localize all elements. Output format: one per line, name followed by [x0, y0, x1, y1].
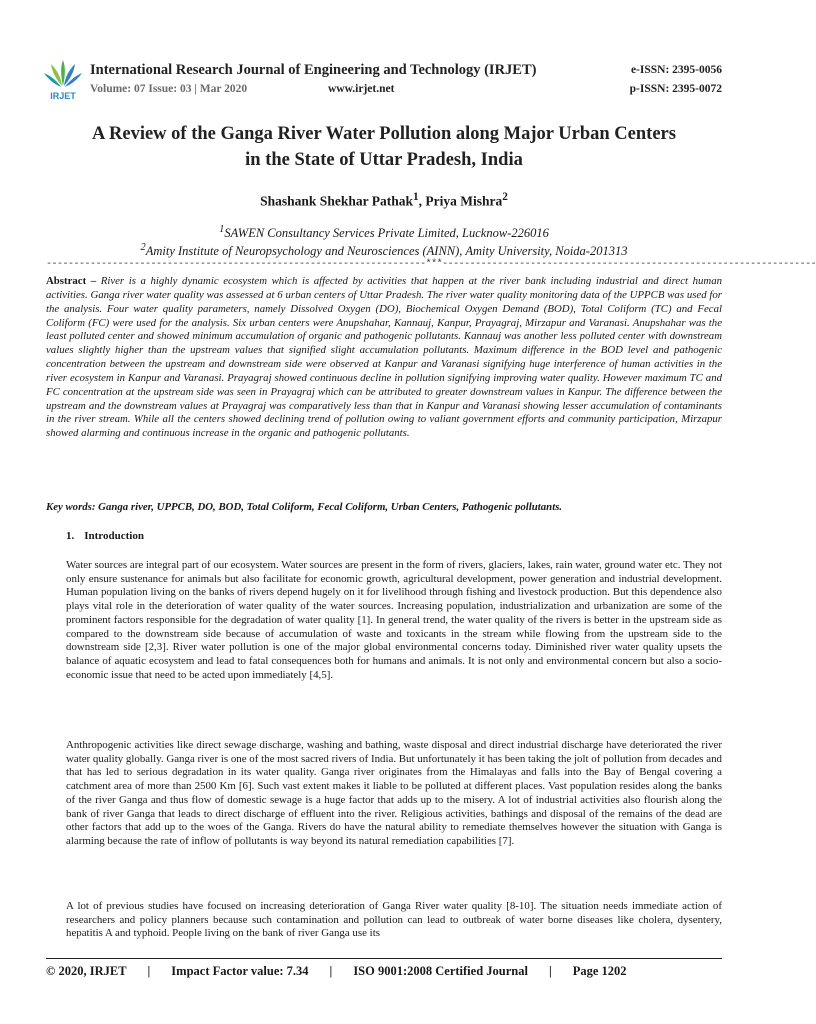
- abstract: [46, 275, 722, 441]
- section-divider: ---------------------------------------------------------------------***--------------------------------------------------------------------: [46, 259, 816, 270]
- body-paragraph-2: Anthropogenic activities like direct sewage discharge, washing and bathing, waste disposal and direct industrial discharge have deteriorated the river water quality globally. Ganga river is one of the most sacred rivers of India. But unfortunately it has been taking the jolt of pollution from decades and that has led to serious degradation in its water quality. Ganga river originates from the Himalayas and falls into the Bay of Bengal covering a catchment area of more than 2500 Km [6]. Such vast extent makes it liable to be polluted at different places. Vast population resides along the banks of the river Ganga and thus flow of domestic sewage is a huge factor that adds up to the misery. A lot of industrial activities also flourish along the bank of river Ganga that leads to direct discharge of effluent into the river. Religious activities, bathings and disposal of the remains of the dead are other factors that add up to the woes of the Ganga. Rivers do have the natural ability to remediate themselves however the situation with Ganga is alarming because the rate of inflow of pollutants is way beyond its natural remediation capabilities [7].: [66, 739, 722, 847]
- irjet-logo: [40, 56, 86, 102]
- section-heading-introduction: [66, 530, 144, 542]
- footer-separator: |: [329, 964, 333, 978]
- p-issn: p-ISSN: 2395-0072: [629, 83, 722, 95]
- footer-copyright: © 2020, IRJET: [46, 964, 127, 978]
- svg-text:IRJET: IRJET: [50, 91, 76, 101]
- journal-url: www.irjet.net: [328, 83, 395, 95]
- footer-page-number: Page 1202: [572, 964, 627, 978]
- footer-separator: |: [147, 964, 151, 978]
- author-2: Priya Mishra: [425, 193, 503, 209]
- title-line-2: in the State of Uttar Pradesh, India: [245, 150, 523, 170]
- journal-header: [40, 56, 730, 106]
- title-line-1: A Review of the Ganga River Water Pollution along Major Urban Centers: [92, 124, 676, 144]
- volume-info: Volume: 07 Issue: 03 | Mar 2020: [90, 83, 248, 95]
- abstract-text: River is a highly dynamic ecosystem which is affected by activities that happen at the river bank including industrial and direct human activities. Ganga river water quality was assessed at 6 urban centers of Uttar Pradesh. The river water quality monitoring data of the UPPCB was used for the analysis. Four water quality parameters, namely Dissolved Oxygen (DO), Biochemical Oxygen Demand (BOD), Total Coliform (TC) and Fecal Coliform (FC) were used for the analysis. Six urban centers were Anupshahar, Kannauj, Kanpur, Prayagraj, Mirzapur and Varanasi. Anupshahar was the least polluted center and showed minimum accumulation of organic and pathogenic pollutants. Kannauj was another less polluted center with downstream values slightly higher than the upstream values that signified slight accumulation pollutants. Maximum difference in the BOD level and pathogenic concentration between the upstream and downstream side were observed at Kanpur and Varanasi signifying huge interference of human activities in the river ecosystem in Kanpur and Varanasi. Prayagraj showed continuous decline in pollution signifying improving water quality. However maximum TC and FC concentration at the upstream side was seen in Prayagraj which can be attributed to greater downstream values in Kanpur. The difference between the upstream and the downstream values at Prayagraj was comparatively less than that in Kanpur and Varanasi showing lesser accumulation of contaminants in the river stream. While all the centers showed declining trend of pollution owing to valiant government efforts and community participation, Mirzapur showed alarming and continuous increase in the organic and pathogenic pollutants.: [46, 275, 722, 440]
- affiliation-1-sup: 1: [219, 224, 225, 235]
- keywords: Key words: Ganga river, UPPCB, DO, BOD, Total Coliform, Fecal Coliform, Urban Centers, Pathogenic pollutants.: [46, 501, 563, 513]
- affiliation-1: [30, 224, 738, 241]
- author-2-sup: 2: [502, 191, 508, 203]
- author-list: [30, 191, 738, 210]
- footer-rule: [46, 958, 722, 959]
- author-separator: ,: [418, 193, 426, 209]
- footer-impact-factor: Impact Factor value: 7.34: [171, 964, 309, 978]
- section-title: Introduction: [84, 530, 144, 542]
- e-issn: e-ISSN: 2395-0056: [630, 64, 722, 76]
- body-paragraph-1: Water sources are integral part of our ecosystem. Water sources are present in the form of rivers, glaciers, lakes, rain water, ground water etc. They not only ensure sustenance for animals but also facilitate for economic growth, agricultural development, power generation and industrial development. Human population living on the banks of rivers depend hugely on it for livelihood through fishing and livestock production. But this dependence also plays vital role in the deterioration of water quality of the water sources. Increasing population, industrialization and urbanization are some of the prominent factors responsible for the degradation of water quality [1]. In general trend, the water quality of the rivers is better in the upstream side as compared to the downstream side because of accumulation of waste and toxicants in the stream while flowing from the upstream side to the downstream side [2,3]. River water pollution is one of the major global environmental concerns today. Diminished river water quality upsets the balance of aquatic ecosystem and lead to fatal consequences both for humans and animals. It is not only and environmental concern but also a socio-economic issue that need to be acted upon immediately [4,5].: [66, 559, 722, 681]
- body-paragraph-3: A lot of previous studies have focused on increasing deterioration of Ganga River water quality [8-10]. The situation needs immediate action of researchers and policy planners because such contamination and pollution can lead to outbreak of water borne diseases like cholera, dysentery, hepatitis A and typhoid. People living on the bank of river Ganga use its: [66, 900, 722, 940]
- section-number: 1.: [66, 530, 75, 542]
- journal-name: International Research Journal of Engineering and Technology (IRJET): [90, 62, 537, 78]
- affiliation-2-text: Amity Institute of Neuropsychology and Neurosciences (AINN), Amity University, Noida-201313: [145, 244, 628, 259]
- page-footer: [46, 964, 722, 979]
- paper-title: [30, 121, 738, 173]
- footer-separator: |: [548, 964, 552, 978]
- affiliation-2: [30, 242, 738, 259]
- affiliation-1-text: SAWEN Consultancy Services Private Limited, Lucknow-226016: [224, 226, 549, 241]
- footer-iso: ISO 9001:2008 Certified Journal: [353, 964, 528, 978]
- author-1: Shashank Shekhar Pathak: [260, 193, 413, 209]
- affiliation-2-sup: 2: [140, 242, 146, 253]
- author-1-sup: 1: [412, 191, 419, 203]
- abstract-label: Abstract –: [46, 275, 101, 287]
